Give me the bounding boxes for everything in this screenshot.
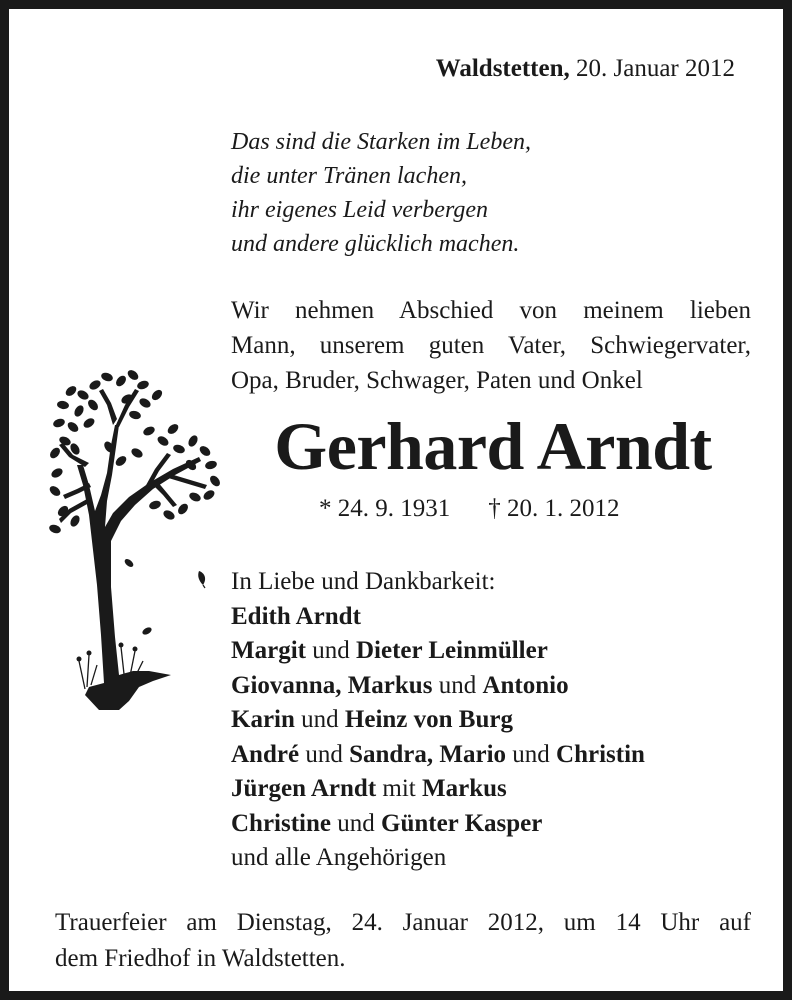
- mourner-line: [231, 703, 645, 738]
- mourner-name: Jürgen Arndt: [231, 775, 377, 802]
- dateline-place: Waldstetten,: [435, 55, 570, 82]
- mourner-joiner: und: [432, 671, 483, 699]
- mourner-line: [231, 634, 645, 669]
- mourner-joiner: und: [305, 637, 356, 664]
- poem-line: ihr eigenes Leid verbergen: [231, 197, 489, 223]
- mourner-name: Günter Kasper: [381, 809, 543, 837]
- mourner-name: Dieter Leinmüller: [355, 637, 548, 664]
- poem-line: Das sind die Starken im Leben,: [231, 129, 531, 155]
- mourner-name: Sandra, Mario: [349, 740, 507, 768]
- mourner-line: [231, 669, 645, 704]
- mourner-joiner: und: [506, 740, 557, 768]
- poem-line: die unter Tränen lachen,: [231, 163, 467, 189]
- funeral-info-line: dem Friedhof in Waldstetten.: [55, 945, 346, 972]
- mourner-line: [231, 772, 645, 807]
- mourner-name: Karin: [231, 706, 295, 733]
- mourner-name: Christine: [231, 809, 331, 837]
- leaf-icon: [195, 569, 209, 589]
- mourner-line: [231, 600, 645, 635]
- announcement-line: Mann, unserem guten Vater, Schwiegervater,: [231, 332, 751, 359]
- mourner-line: [231, 738, 645, 773]
- mourner-name: Heinz von Burg: [344, 706, 513, 733]
- mourners-intro: In Liebe und Dankbarkeit:: [231, 568, 496, 595]
- birth-date: * 24. 9. 1931: [319, 495, 451, 522]
- mourner-name: Antonio: [482, 671, 569, 699]
- announcement-line: Wir nehmen Abschied von meinem lieben: [231, 297, 751, 324]
- mourner-name: Markus: [422, 775, 507, 802]
- mourner-line: [231, 807, 645, 842]
- mourner-joiner: mit: [376, 775, 422, 802]
- mourner-joiner: und: [331, 809, 381, 837]
- dateline: [436, 55, 735, 83]
- announcement-line: Opa, Bruder, Schwager, Paten und Onkel: [231, 367, 643, 394]
- dateline-date: 20. Januar 2012: [576, 55, 735, 82]
- mourners-closing: und alle Angehörigen: [231, 844, 447, 871]
- mourner-name: André: [231, 740, 300, 768]
- poem: [231, 125, 531, 261]
- tree-silhouette-icon: [49, 365, 229, 710]
- announcement-text: [231, 293, 751, 398]
- mourner-name: Christin: [556, 740, 645, 768]
- mourner-name: Edith Arndt: [231, 602, 361, 630]
- death-date: † 20. 1. 2012: [488, 495, 620, 522]
- funeral-info-line: Trauerfeier am Dienstag, 24. Januar 2012, um 14 Uhr auf: [55, 909, 751, 936]
- deceased-name: Gerhard Arndt: [274, 408, 712, 484]
- mourner-name: Giovanna, Markus: [231, 671, 433, 699]
- mourner-joiner: und: [294, 706, 345, 733]
- life-dates: [319, 495, 620, 523]
- funeral-info: [55, 905, 751, 977]
- mourners-list: [231, 565, 645, 876]
- mourner-name: Margit: [231, 637, 306, 664]
- mourner-joiner: und: [299, 740, 350, 768]
- poem-line: und andere glücklich machen.: [231, 231, 520, 257]
